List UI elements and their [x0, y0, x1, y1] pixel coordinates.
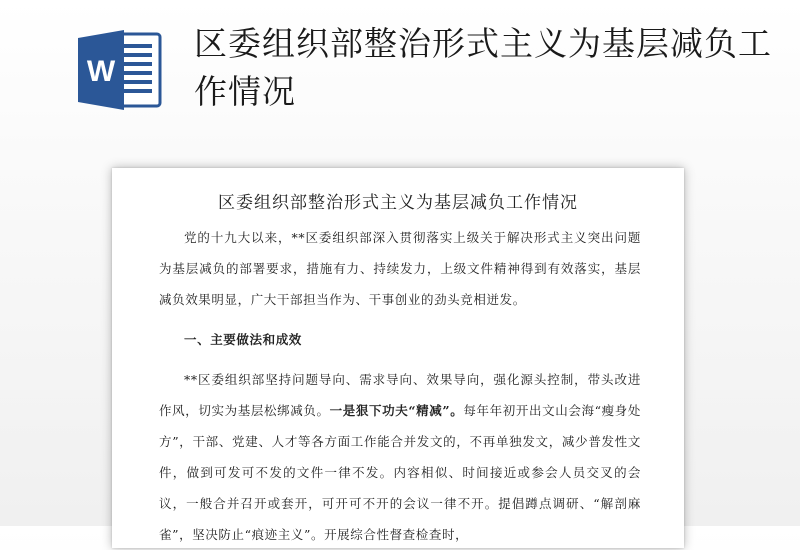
- word-icon-letter: W: [86, 55, 116, 88]
- document-title: 区委组织部整治形式主义为基层减负工作情况: [218, 193, 578, 213]
- word-icon: [76, 28, 164, 112]
- page-title: 区委组织部整治形式主义为基层减负工作情况: [194, 24, 772, 111]
- header: [0, 0, 800, 150]
- bold-phrase: 一是狠下功夫“精减”。: [329, 403, 464, 418]
- document-page: [112, 168, 684, 548]
- section-heading: 一、主要做法和成效: [184, 332, 302, 347]
- paragraph-main-rest: 每年年初开出文山会海“瘦身处方”，干部、党建、人才等各方面工作能合并发文的，不再单独发文，减少普发性文件，做到可发可不发的文件一律不发。内容相似、时间接近或参会人员交叉的会议，一般合并召开或套开，可开可不开的会议一律不开。提倡蹲点调研、“解剖麻雀”，坚决防止“痕迹主义”。开展综合性督查检查时，: [159, 403, 641, 542]
- paragraph-main-start: **区委组织部坚持问题导向、需求导向、效果导向，强化源头控制，带头改进作风，切实为基层松绑减负。: [159, 372, 641, 418]
- paragraph-intro: 党的十九大以来，**区委组织部深入贯彻落实上级关于解决形式主义突出问题为基层减负的部署要求，措施有力、持续发力，上级文件精神得到有效落实，基层减负效果明显，广大干部担当作为、干事创业的劲头竞相迸发。: [159, 230, 641, 307]
- paragraph-main: [159, 364, 641, 550]
